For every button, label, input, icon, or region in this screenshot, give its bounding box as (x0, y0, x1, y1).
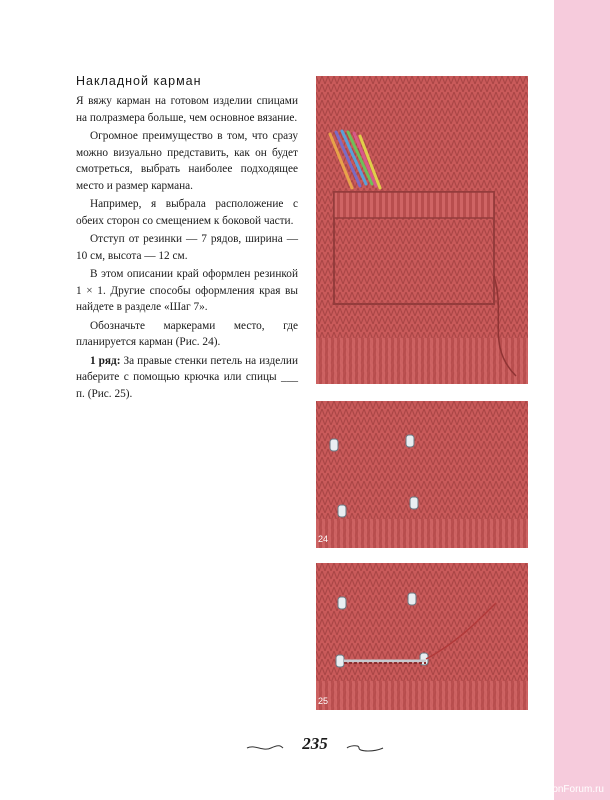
right-ornament-icon (345, 744, 385, 752)
photo-figure-24 (316, 401, 528, 548)
figure-number: 25 (318, 696, 329, 706)
paragraph: В этом описании край оформлен резинкой 1 × 1. Другие способы оформления края вы найдете в разделе «Шаг 7». (76, 268, 298, 313)
section-heading: Накладной карман (76, 74, 202, 88)
body-text (76, 93, 298, 404)
side-color-band (554, 0, 610, 800)
stitch-marker (408, 593, 416, 605)
page-folio (245, 735, 385, 757)
site-watermark: PassionForum.ru (527, 784, 604, 795)
paragraph: Огромное преимущество в том, что сразу можно визуально представить, как он будет смотреться, выбрать наиболее подходящее место и размер кармана. (76, 130, 298, 192)
paragraph: Например, я выбрала расположение с обеих сторон со смещением к боковой части. (76, 198, 298, 227)
stitch-marker (336, 655, 344, 667)
row-text: За правые стенки петель на изделии наберите с помощью крючка или спицы ___ п. (Рис. 25). (76, 354, 298, 400)
paragraph: Я вяжу карман на готовом изделии спицами на полразмера больше, чем основное вязание. (76, 95, 298, 124)
photo-figure-25 (316, 563, 528, 710)
stitch-marker (338, 505, 346, 517)
photo-pocket (316, 76, 528, 384)
stitch-marker (406, 435, 414, 447)
stitch-marker (410, 497, 418, 509)
figure-number: 24 (318, 534, 329, 544)
paragraph: Обозначьте маркерами место, где планируется карман (Рис. 24). (76, 319, 298, 348)
stitch-marker (330, 439, 338, 451)
row-instruction (76, 353, 298, 403)
page-number: 235 (302, 734, 328, 753)
paragraph: Отступ от резинки — 7 рядов, ширина — 10 см, высота — 12 см. (76, 233, 298, 262)
stitch-marker (338, 597, 346, 609)
row-label: 1 ряд: (90, 354, 121, 367)
